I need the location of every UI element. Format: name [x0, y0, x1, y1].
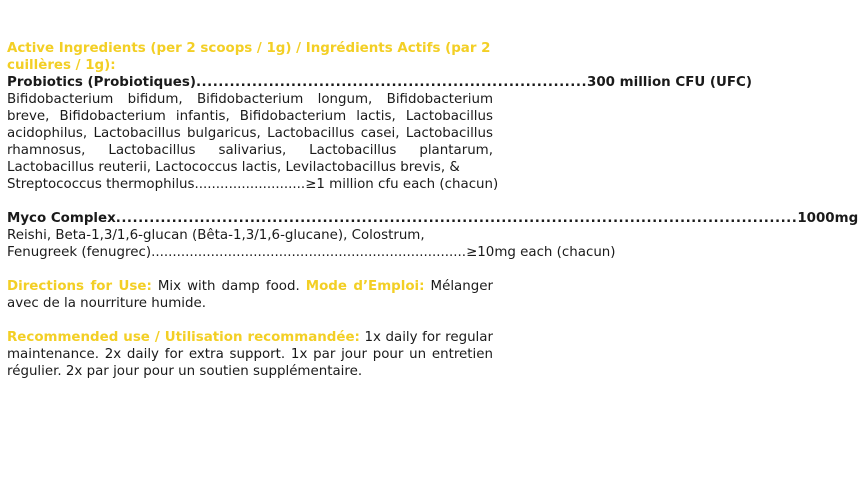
myco-row: [7, 210, 858, 227]
directions-text-fr: Mélanger avec de la nourriture humide.: [7, 279, 493, 311]
last-strain: Streptococcus thermophilus: [7, 177, 195, 192]
probiotics-name: Probiotics (Probiotiques): [7, 75, 196, 90]
directions-label-en: Directions for Use:: [7, 279, 152, 294]
spacer: [7, 261, 493, 278]
recommended-label: Recommended use / Utilisation recommandée:: [7, 330, 360, 345]
spacer: [7, 193, 493, 210]
recommended-paragraph: [7, 329, 493, 380]
recommended-text: 1x daily for regular maintenance. 2x daily for extra support. 1x par jour pour un entretien régulier. 2x par jour pour un soutien supplémentaire.: [7, 330, 493, 379]
directions-paragraph: [7, 278, 493, 312]
spacer: [7, 312, 493, 329]
myco-amount: 1000mg: [797, 211, 858, 226]
probiotics-amount: 300 million CFU (UFC): [587, 75, 752, 90]
strain-amount-row: [7, 176, 499, 193]
probiotics-dots: ......................................................................: [195, 75, 588, 90]
strain-dots: ..........................: [194, 177, 306, 192]
probiotic-strains: Bifidobacterium bifidum, Bifidobacterium longum, Bifidobacterium breve, Bifidobacterium infantis, Bifidobacterium lactis, Lactobacillus acidophilus, Lactobacillus bulgaricus, Lactobacillus casei, Lactobacillus rhamnosus, Lactobacillus salivarius, Lactobacillus plantarum, Lactobacillus reuterii, Lactococcus lactis, Levilactobacillus brevis, &: [7, 92, 493, 175]
directions-text-en: Mix with damp food.: [151, 279, 306, 294]
myco-amount-row: [7, 244, 616, 261]
strain-amount: ≥1 million cfu each (chacun): [305, 177, 499, 192]
myco-dots: ..........................................................................................................................: [115, 211, 798, 226]
directions-label-fr: Mode d’Emploi:: [305, 279, 425, 294]
myco-last-amount: ≥10mg each (chacun): [466, 245, 616, 260]
active-ingredients-heading: Active Ingredients (per 2 scoops / 1g) / Ingrédients Actifs (par 2 cuillères / 1g):: [7, 41, 491, 73]
myco-last-dots: ..........................................................................: [151, 245, 467, 260]
myco-name: Myco Complex: [7, 211, 116, 226]
probiotics-row: [7, 74, 752, 91]
myco-last-item: Fenugreek (fenugrec): [7, 245, 152, 260]
myco-ingredients: Reishi, Beta-1,3/1,6-glucan (Bêta-1,3/1,6-glucane), Colostrum,: [7, 228, 425, 243]
